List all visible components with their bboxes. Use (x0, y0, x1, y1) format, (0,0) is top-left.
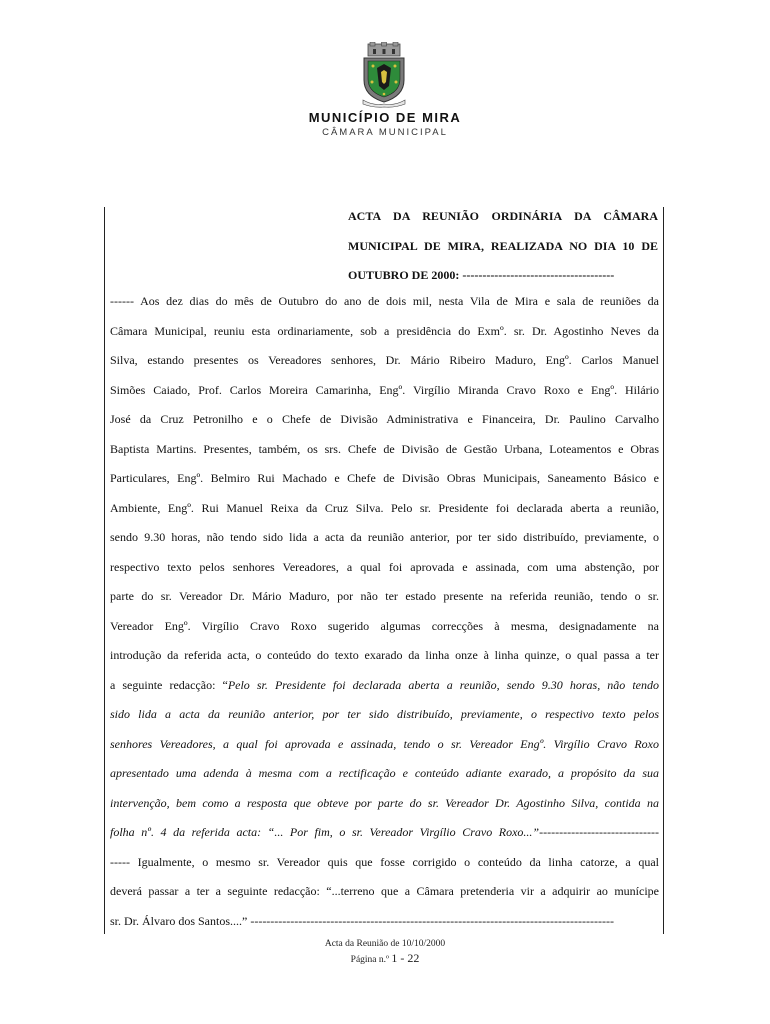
body-line: parte do sr. Vereador Dr. Mário Maduro, por não ter estado presente na referida reunião, tendo o sr. (110, 589, 659, 603)
municipality-name: MUNICÍPIO DE MIRA (308, 110, 462, 125)
page-number: 1 - 22 (391, 951, 420, 965)
footer-caption: Acta da Reunião de 10/10/2000 (324, 939, 446, 949)
body-line: Câmara Municipal, reuniu esta ordinariamente, sob a presidência do Exmº. sr. Dr. Agostinho Neves da (110, 323, 659, 338)
body-line: Simões Caiado, Prof. Carlos Moreira Camarinha, Engº. Virgílio Miranda Cravo Roxo e Engº. Hilário (110, 382, 659, 397)
quote-end-line (110, 818, 659, 848)
body-line: ------ Aos dez dias do mês de Outubro do ano de dois mil, nesta Vila de Mira e sala de reuniões da (110, 294, 659, 308)
quoted-line: apresentado uma adenda à mesma com a rectificação e conteúdo adiante exarado, a propósito da sua (110, 766, 659, 780)
body-line: sr. Dr. Álvaro dos Santos....” ------------------------------------------------------------------------------------------- (110, 913, 614, 928)
body-line: Vereador Engº. Virgílio Cravo Roxo sugerido algumas correcções à mesma, designadamente na (110, 618, 659, 633)
quoted-line: sido lida a acta da reunião anterior, por ter sido distribuído, previamente, o respectivo texto pelos (110, 707, 659, 721)
body-line: introdução da referida acta, o conteúdo do texto exarado da linha onze à linha quinze, o qual passa a ter (110, 648, 659, 662)
minutes-body (110, 287, 659, 936)
filler-dashes: ------------------------------ (539, 825, 659, 839)
chamber-name: CÂMARA MUNICIPAL (322, 127, 448, 138)
title-line: ACTA DA REUNIÃO ORDINÁRIA DA CÂMARA (348, 209, 658, 223)
title-line: MUNICIPAL DE MIRA, REALIZADA NO DIA 10 DE (348, 238, 658, 253)
body-line: respectivo texto pelos senhores Vereadores, a qual foi aprovada e assinada, com uma abstenção, por (110, 559, 659, 574)
body-line: ----- Igualmente, o mesmo sr. Vereador quis que fosse corrigido o conteúdo da linha catorze, a qual (110, 854, 659, 869)
left-margin-rule (104, 207, 105, 934)
title-line: OUTUBRO DE 2000: -------------------------------------- (348, 268, 615, 282)
page-label: Página n.º (350, 955, 389, 965)
body-line: sendo 9.30 horas, não tendo sido lida a acta da reunião anterior, por ter sido distribuído, previamente, o (110, 530, 659, 544)
right-margin-rule (663, 207, 664, 934)
quoted-text: Pelo sr. Presidente foi declarada aberta a reunião, sendo 9.30 horas, não tendo (227, 677, 659, 692)
page-indicator (0, 951, 770, 966)
municipal-coat-of-arms-icon (355, 42, 413, 108)
minutes-title (348, 202, 658, 291)
body-line: Particulares, Engº. Belmiro Rui Machado e Chefe de Divisão Obras Municipais, Saneamento Básico e (110, 471, 659, 485)
body-line: Silva, estando presentes os Vereadores senhores, Dr. Mário Ribeiro Maduro, Engº. Carlos Manuel (110, 353, 659, 367)
body-line: Ambiente, Engº. Rui Manuel Reixa da Cruz Silva. Pelo sr. Presidente foi declarada aberta a reunião, (110, 500, 659, 515)
quoted-text-end: folha nº. 4 da referida acta: “... Por fim, o sr. Vereador Virgílio Cravo Roxo...” (110, 825, 540, 839)
body-line: Baptista Martins. Presentes, também, os srs. Chefe de Divisão de Gestão Urbana, Loteamentos e Obras (110, 441, 659, 456)
body-line-mixed (110, 671, 659, 701)
body-line: deverá passar a ter a seguinte redacção: “...terreno que a Câmara pretenderia vir a adquirir ao munícipe (110, 884, 659, 898)
quote-intro: a seguinte redacção: “ (110, 677, 228, 692)
body-line: José da Cruz Petronilho e o Chefe de Divisão Administrativa e Financeira, Dr. Paulino Carvalho (110, 412, 659, 426)
quoted-line: intervenção, bem como a resposta que obteve por parte do sr. Vereador Dr. Agostinho Silva, contida na (110, 795, 659, 810)
quoted-line: senhores Vereadores, a qual foi aprovada e assinada, tendo o sr. Vereador Engº. Virgílio Cravo Roxo (110, 736, 659, 751)
